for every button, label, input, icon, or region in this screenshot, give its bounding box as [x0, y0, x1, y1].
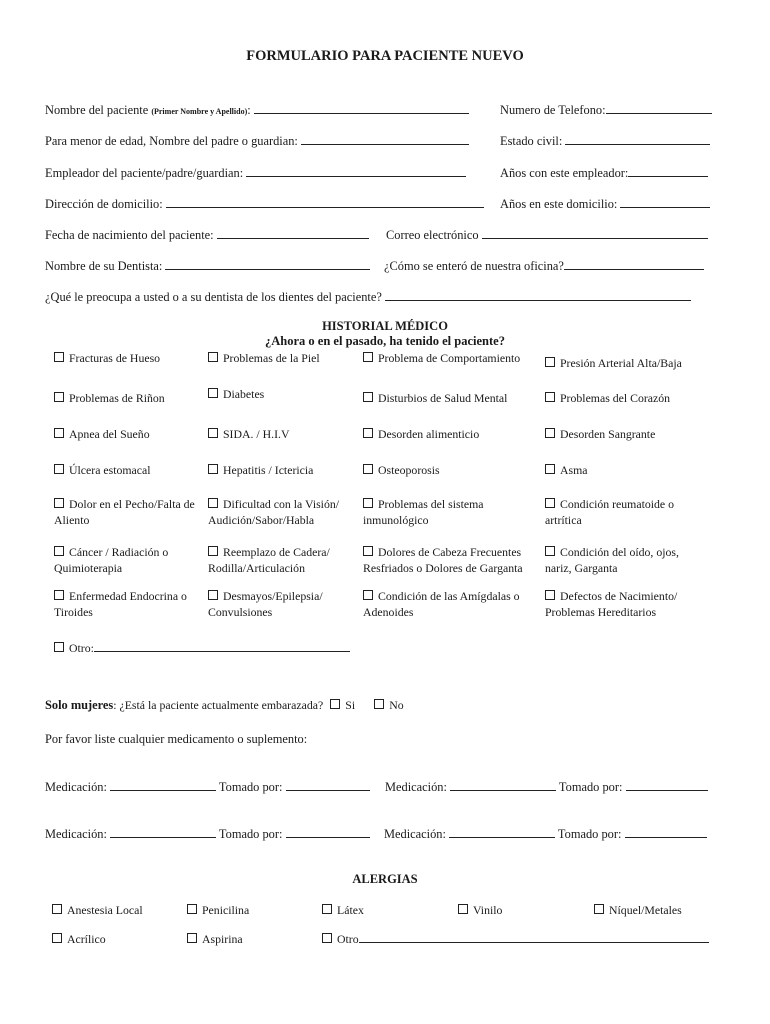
medication-field-2[interactable]: [450, 778, 556, 791]
medical-condition-label: Disturbios de Salud Mental: [378, 391, 508, 405]
allergy-label: Anestesia Local: [67, 903, 143, 917]
guardian-row: [45, 132, 469, 149]
email-row: [386, 226, 708, 243]
medical-condition-option: [54, 462, 204, 478]
allergy-checkbox[interactable]: [458, 904, 468, 914]
medical-condition-checkbox[interactable]: [208, 590, 218, 600]
pregnancy-no-checkbox[interactable]: [374, 699, 384, 709]
years-employer-row: [500, 164, 708, 181]
medical-condition-option: [208, 386, 358, 402]
medical-condition-label: SIDA. / H.I.V: [223, 427, 290, 441]
medical-condition-label: Problema de Comportamiento: [378, 351, 521, 365]
medical-condition-option: [208, 496, 358, 528]
medical-other-row: [54, 640, 350, 656]
referral-label: ¿Cómo se enteró de nuestra oficina?: [384, 259, 564, 273]
medical-condition-checkbox[interactable]: [54, 352, 64, 362]
medical-condition-option: [363, 350, 541, 366]
allergies-heading: ALERGIAS: [352, 872, 418, 886]
medical-condition-checkbox[interactable]: [545, 428, 555, 438]
patient-name-label: Nombre del paciente: [45, 103, 149, 117]
allergy-label: Penicilina: [202, 903, 250, 917]
dob-row: [45, 226, 369, 243]
medical-condition-option: [208, 350, 358, 366]
years-employer-label: Años con este empleador:: [500, 166, 629, 180]
medical-condition-label: Desmayos/Epilepsia/ Convulsiones: [208, 589, 323, 619]
medical-condition-option: [363, 426, 541, 442]
pregnancy-row: [45, 698, 404, 713]
medical-condition-option: [363, 496, 541, 528]
medical-condition-label: Condición del oído, ojos, nariz, Garganta: [545, 545, 679, 575]
medical-condition-label: Dolores de Cabeza Frecuentes Resfriados o Dolores de Garganta: [363, 545, 523, 575]
dentist-row: [45, 257, 370, 274]
medical-condition-option: [545, 544, 705, 576]
allergy-checkbox[interactable]: [187, 904, 197, 914]
allergy-option: [458, 902, 502, 918]
patient-name-field[interactable]: [254, 101, 469, 114]
medical-condition-label: Problemas de la Piel: [223, 351, 320, 365]
medication-row-3: [45, 825, 370, 842]
allergy-label: Aspirina: [202, 932, 243, 946]
medical-condition-option: [545, 588, 705, 620]
medical-condition-label: Desorden Sangrante: [560, 427, 656, 441]
medical-condition-label: Fracturas de Hueso: [69, 351, 161, 365]
guardian-label: Para menor de edad, Nombre del padre o guardian:: [45, 134, 298, 148]
allergy-option: [52, 931, 106, 947]
years-address-label: Años en este domicilio:: [500, 197, 618, 211]
medical-condition-option: [208, 544, 358, 576]
medications-intro: Por favor liste cualquier medicamento o suplemento:: [45, 732, 308, 746]
medication-row-2: [385, 778, 708, 795]
medical-condition-label: Apnea del Sueño: [69, 427, 150, 441]
taken-by-label: Tomado por:: [557, 827, 622, 841]
medical-condition-checkbox[interactable]: [54, 428, 64, 438]
employer-row: [45, 164, 466, 181]
medical-condition-checkbox[interactable]: [545, 357, 555, 367]
medical-condition-checkbox[interactable]: [208, 498, 218, 508]
medical-condition-checkbox[interactable]: [363, 546, 373, 556]
taken-by-label: Tomado por:: [218, 827, 283, 841]
guardian-field[interactable]: [301, 132, 469, 145]
medical-condition-label: Hepatitis / Ictericia: [223, 463, 314, 477]
phone-field[interactable]: [606, 101, 712, 114]
medical-condition-option: [54, 350, 204, 366]
medical-other-label: Otro:: [69, 641, 94, 655]
years-address-field[interactable]: [620, 195, 710, 208]
medical-condition-checkbox[interactable]: [208, 464, 218, 474]
allergy-other-field[interactable]: [359, 931, 709, 943]
allergy-label: Látex: [337, 903, 364, 917]
medical-condition-checkbox[interactable]: [54, 392, 64, 402]
allergy-option: [322, 902, 364, 918]
medical-condition-option: [545, 462, 705, 478]
medical-condition-option: [54, 544, 204, 576]
years-employer-field[interactable]: [628, 164, 708, 177]
patient-name-hint: (Primer Nombre y Apellido): [151, 107, 248, 116]
medical-condition-option: [208, 462, 358, 478]
taken-by-field-1[interactable]: [286, 778, 370, 791]
medical-condition-option: [545, 355, 705, 371]
medical-condition-label: Desorden alimenticio: [378, 427, 480, 441]
medical-condition-checkbox[interactable]: [208, 352, 218, 362]
medical-condition-option: [54, 426, 204, 442]
civil-row: [500, 132, 710, 149]
allergy-label: Níquel/Metales: [609, 903, 682, 917]
dentist-label: Nombre de su Dentista:: [45, 259, 163, 273]
medical-condition-checkbox[interactable]: [208, 546, 218, 556]
medication-label: Medicación:: [384, 827, 446, 841]
pregnancy-yes-label: Si: [345, 698, 356, 712]
allergy-other-row: [322, 931, 709, 947]
employer-field[interactable]: [246, 164, 466, 177]
medical-condition-checkbox[interactable]: [54, 546, 64, 556]
taken-by-field-3[interactable]: [286, 825, 370, 838]
medical-condition-label: Reemplazo de Cadera/ Rodilla/Articulación: [208, 545, 330, 575]
allergy-other-checkbox[interactable]: [322, 933, 332, 943]
concern-field[interactable]: [385, 288, 691, 301]
medication-field-1[interactable]: [110, 778, 216, 791]
medical-condition-checkbox[interactable]: [54, 464, 64, 474]
medical-subheading: ¿Ahora o en el pasado, ha tenido el paciente?: [265, 334, 505, 348]
medication-row-1: [45, 778, 370, 795]
medication-field-3[interactable]: [110, 825, 216, 838]
medical-condition-label: Condición reumatoide o artrítica: [545, 497, 675, 527]
allergy-label: Vinilo: [473, 903, 503, 917]
medical-condition-checkbox[interactable]: [545, 590, 555, 600]
medication-label: Medicación:: [385, 780, 447, 794]
medical-condition-label: Cáncer / Radiación o Quimioterapia: [54, 545, 169, 575]
medication-field-4[interactable]: [449, 825, 555, 838]
allergy-checkbox[interactable]: [187, 933, 197, 943]
civil-field[interactable]: [565, 132, 710, 145]
dentist-field[interactable]: [165, 257, 370, 270]
pregnancy-yes-checkbox[interactable]: [330, 699, 340, 709]
medical-condition-checkbox[interactable]: [54, 590, 64, 600]
medical-condition-option: [545, 426, 705, 442]
medication-row-4: [384, 825, 707, 842]
medical-condition-option: [54, 588, 204, 620]
phone-label: Numero de Telefono:: [500, 103, 606, 117]
medical-condition-option: [208, 588, 358, 620]
medical-condition-option: [54, 496, 204, 528]
medical-condition-option: [363, 390, 541, 406]
medical-condition-label: Asma: [560, 463, 588, 477]
medical-condition-checkbox[interactable]: [545, 546, 555, 556]
email-field[interactable]: [482, 226, 708, 239]
medical-condition-label: Problemas del sistema inmunológico: [363, 497, 484, 527]
civil-label: Estado civil:: [500, 134, 563, 148]
medical-condition-label: Defectos de Nacimiento/ Problemas Hereditarios: [545, 589, 678, 619]
medical-condition-checkbox[interactable]: [363, 590, 373, 600]
allergy-checkbox[interactable]: [52, 904, 62, 914]
dob-label: Fecha de nacimiento del paciente:: [45, 228, 214, 242]
email-label: Correo electrónico: [386, 228, 479, 242]
medical-condition-label: Problemas de Riñon: [69, 391, 165, 405]
medical-condition-checkbox[interactable]: [363, 428, 373, 438]
medical-condition-checkbox[interactable]: [208, 428, 218, 438]
referral-row: [384, 257, 704, 274]
allergy-checkbox[interactable]: [52, 933, 62, 943]
medical-condition-checkbox[interactable]: [363, 498, 373, 508]
allergy-option: [187, 931, 243, 947]
taken-by-field-4[interactable]: [625, 825, 707, 838]
medical-condition-option: [363, 544, 541, 576]
allergy-other-label: Otro: [337, 932, 359, 946]
medical-condition-checkbox[interactable]: [545, 392, 555, 402]
allergy-option: [594, 902, 682, 918]
medical-condition-label: Condición de las Amígdalas o Adenoides: [363, 589, 520, 619]
allergy-label: Acrílico: [67, 932, 106, 946]
employer-label: Empleador del paciente/padre/guardian:: [45, 166, 244, 180]
medical-condition-label: Presión Arterial Alta/Baja: [560, 356, 682, 370]
medical-condition-option: [54, 390, 204, 406]
dob-field[interactable]: [217, 226, 369, 239]
women-only-label: Solo mujeres: [45, 698, 114, 712]
medical-heading: HISTORIAL MÉDICO: [322, 319, 448, 333]
medication-label: Medicación:: [45, 827, 107, 841]
patient-name-row: Nombre del paciente (Primer Nombre y Apellido):: [45, 101, 469, 118]
address-row: [45, 195, 484, 212]
medical-other-field[interactable]: [94, 640, 350, 652]
taken-by-field-2[interactable]: [626, 778, 708, 791]
address-label: Dirección de domicilio:: [45, 197, 163, 211]
medical-condition-checkbox[interactable]: [363, 464, 373, 474]
medical-condition-checkbox[interactable]: [545, 498, 555, 508]
medication-label: Medicación:: [45, 780, 107, 794]
taken-by-label: Tomado por:: [558, 780, 623, 794]
medical-condition-option: [363, 588, 541, 620]
form-title: FORMULARIO PARA PACIENTE NUEVO: [246, 48, 524, 64]
concern-row: [45, 288, 691, 305]
years-address-row: [500, 195, 710, 212]
medical-condition-label: Úlcera estomacal: [69, 463, 151, 477]
pregnancy-no-label: No: [389, 698, 404, 712]
medical-condition-option: [208, 426, 358, 442]
taken-by-label: Tomado por:: [218, 780, 283, 794]
concern-label: ¿Qué le preocupa a usted o a su dentista de los dientes del paciente?: [45, 290, 382, 304]
medical-condition-label: Dolor en el Pecho/Falta de Aliento: [54, 497, 195, 527]
medical-condition-checkbox[interactable]: [363, 392, 373, 402]
medical-condition-option: [363, 462, 541, 478]
medical-condition-label: Problemas del Corazón: [560, 391, 671, 405]
allergy-option: [187, 902, 249, 918]
medical-condition-option: [545, 496, 705, 528]
referral-field[interactable]: [564, 257, 704, 270]
medical-condition-label: Osteoporosis: [378, 463, 440, 477]
medical-condition-checkbox[interactable]: [208, 388, 218, 398]
address-field[interactable]: [166, 195, 484, 208]
allergy-checkbox[interactable]: [594, 904, 604, 914]
medical-condition-checkbox[interactable]: [363, 352, 373, 362]
medical-condition-label: Diabetes: [223, 387, 265, 401]
medical-other-checkbox[interactable]: [54, 642, 64, 652]
medical-condition-label: Dificultad con la Visión/ Audición/Sabor/Habla: [208, 497, 340, 527]
medical-condition-checkbox[interactable]: [54, 498, 64, 508]
pregnancy-question: : ¿Está la paciente actualmente embarazada?: [113, 698, 324, 712]
phone-row: [500, 101, 712, 118]
medical-condition-option: [545, 390, 705, 406]
medical-condition-label: Enfermedad Endocrina o Tiroides: [54, 589, 187, 619]
allergy-option: [52, 902, 143, 918]
medical-condition-checkbox[interactable]: [545, 464, 555, 474]
allergy-checkbox[interactable]: [322, 904, 332, 914]
